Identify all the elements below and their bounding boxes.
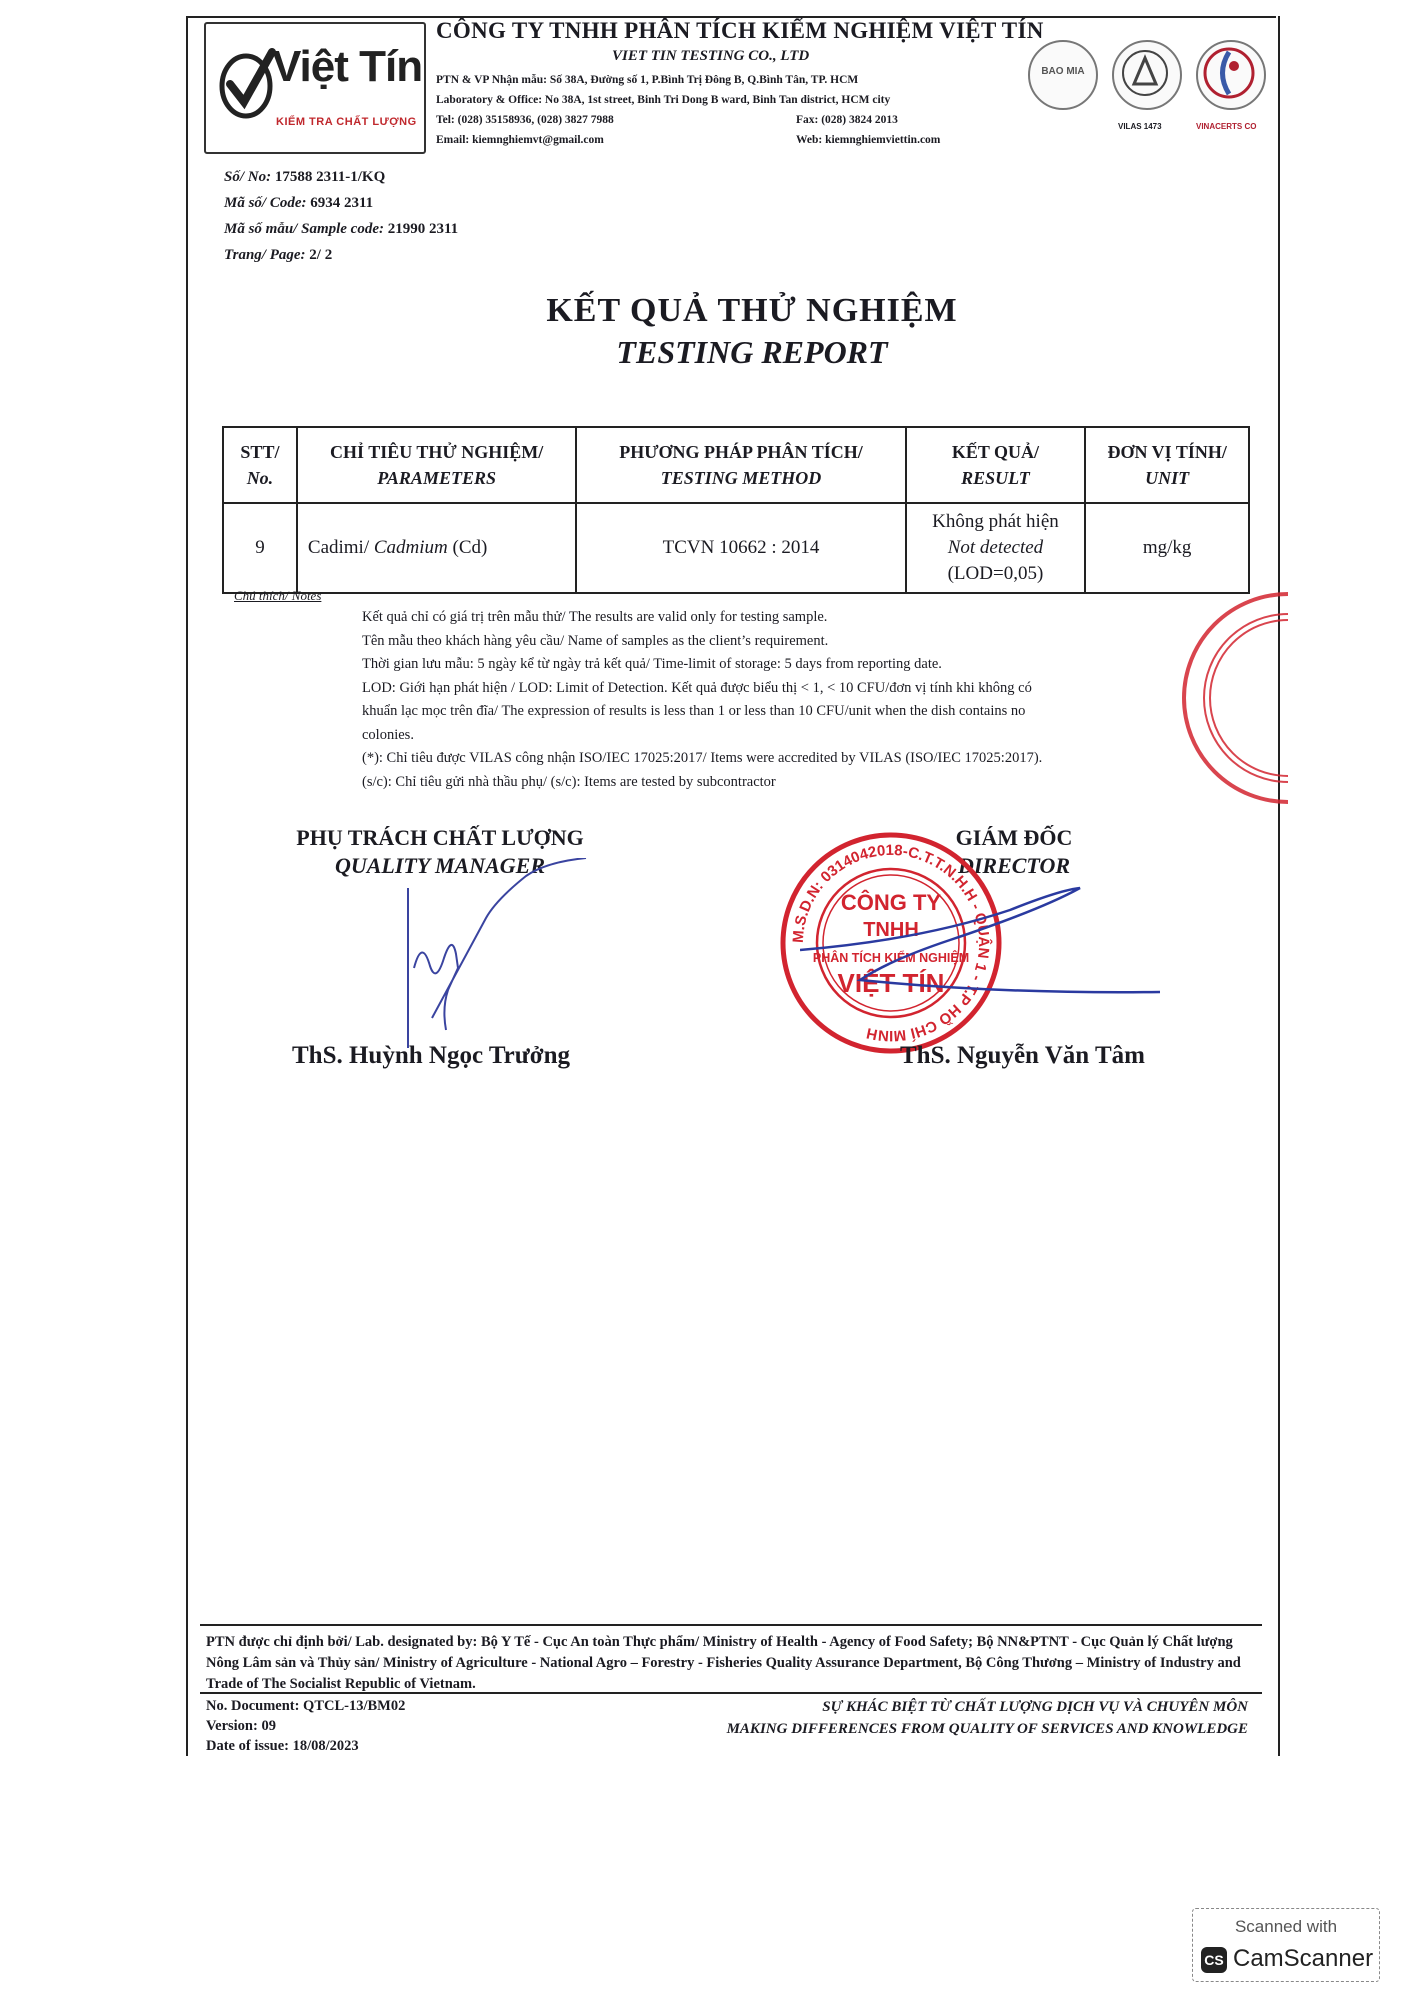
stamp-ring-text: M.S.D.N: 0314042018-C.T.T.N.H.H - QUẬN 1 - T.P HỒ CHÍ MINH [789,841,993,1045]
camscanner-name: CamScanner [1233,1945,1374,1972]
notes-list [362,606,1242,794]
sample-code: Mã số mẫu/ Sample code: 21990 2311 [224,221,459,237]
note-line: Thời gian lưu mẫu: 5 ngày kể từ ngày trả kết quả/ Time-limit of storage: 5 days from reporting date. [362,656,942,672]
vinacerts-label: VINACERTS CO [1196,122,1257,131]
address-vn: PTN & VP Nhận mẫu: Số 38A, Đường số 1, P.Bình Trị Đông B, Q.Bình Tân, TP. HCM [436,74,859,86]
header-method: PHƯƠNG PHÁP PHÂN TÍCH/ TESTING METHOD [576,427,905,503]
cell-result: Không phát hiện Not detected (LOD=0,05) [906,503,1086,593]
checkmark-logo-icon [218,44,278,124]
stamp-line-2: TNHH [863,919,919,941]
header-result: KẾT QUẢ/ RESULT [906,427,1086,503]
web: Web: kiemnghiemviettin.com [796,134,941,146]
cell-method: TCVN 10662 : 2014 [576,503,905,593]
vilas-label: VILAS 1473 [1118,122,1162,131]
company-slogan: SỰ KHÁC BIỆT TỪ CHẤT LƯỢNG DỊCH VỤ VÀ CHUYÊN MÔN MAKING DIFFERENCES FROM QUALITY OF SERVICES AND KNOWLEDGE [726,1699,1248,1737]
date-of-issue: Date of issue: 18/08/2023 [206,1738,359,1754]
scanned-with-text: Scanned with [1234,1917,1338,1936]
camscanner-logo-icon: CS [1201,1947,1227,1973]
report-meta [224,164,458,268]
stamp-line-3: PHÂN TÍCH KIỂM NGHIỆM [812,951,970,965]
table-row [223,503,1249,593]
document-info [206,1696,405,1756]
logo-tagline: KIỂM TRA CHẤT LƯỢNG [276,116,417,128]
report-code: Mã số/ Code: 6934 2311 [224,195,374,211]
camscanner-watermark [1192,1908,1380,1982]
header-unit: ĐƠN VỊ TÍNH/ UNIT [1085,427,1249,503]
note-line: LOD: Giới hạn phát hiện / LOD: Limit of Detection. Kết quả được biểu thị < 1, < 10 CFU/đơn vị tính khi không có [362,679,1032,696]
vilas-badge-icon [1112,40,1182,110]
cell-parameter: Cadimi/ Cadmium (Cd) [297,503,576,593]
note-line: Tên mẫu theo khách hàng yêu cầu/ Name of samples as the client’s requirement. [362,632,829,649]
qm-signature-icon [396,858,596,1058]
director-signature-icon [800,870,1180,1010]
address-en: Laboratory & Office: No 38A, 1st street, Binh Tri Dong B ward, Binh Tan district, HCM city [436,94,891,106]
lab-designation: PTN được chỉ định bởi/ Lab. designated by: Bộ Y Tế - Cục An toàn Thực phẩm/ Ministry of Health - Agency of Food Safety; Bộ NN&PTNT - Cục Quản lý Chất lượng Nông Lâm sản và Thủy sản/ Ministry of Agriculture - National Agro – Forestry - Fisheries Quality Assurance Department, Bộ Công Thương – Ministry of Industry and Trade of The Socialist Republic of Vietnam. [206,1634,1241,1692]
report-number: Số/ No: 17588 2311-1/KQ [224,169,386,185]
company-name: CÔNG TY TNHH PHÂN TÍCH KIỂM NGHIỆM VIỆT TÍN [436,18,1044,43]
footer-rule [200,1624,1262,1626]
results-table [222,426,1250,594]
tel: Tel: (028) 35158936, (028) 3827 7988 [436,114,614,126]
notes-label: Chú thích/ Notes [234,588,322,603]
edge-seal-stamp-icon [1180,578,1288,818]
quality-manager-name: ThS. Huỳnh Ngọc Trưởng [292,1042,571,1069]
page-number: Trang/ Page: 2/ 2 [224,247,333,263]
company-logo [204,22,426,154]
email: Email: kiemnghiemvt@gmail.com [436,134,604,146]
header-no: STT/ No. [223,427,297,503]
vinacerts-badge-icon [1196,40,1266,110]
note-line: (*): Chỉ tiêu được VILAS công nhận ISO/IEC 17025:2017/ Items were accredited by VILAS (ISO/IEC 17025:2017). [362,750,1043,766]
contact-line-2 [436,134,1036,146]
table-header-row [223,427,1249,503]
company-name-en: VIET TIN TESTING CO., LTD [612,48,810,64]
note-line: Kết quả chỉ có giá trị trên mẫu thử/ The results are valid only for testing sample. [362,609,828,625]
contact-line-1 [436,114,1036,126]
stamp-line-1: CÔNG TY [840,890,942,915]
document-number: No. Document: QTCL-13/BM02 [206,1698,406,1714]
director-name: ThS. Nguyễn Văn Tâm [900,1042,1145,1069]
document-version: Version: 09 [206,1718,276,1734]
stamp-line-4: VIỆT TÍN [837,968,945,998]
report-title-en: TESTING REPORT [616,334,888,370]
report-title: KẾT QUẢ THỬ NGHIỆM [546,292,958,329]
fax: Fax: (028) 3824 2013 [796,114,898,126]
header-parameters: CHỈ TIÊU THỬ NGHIỆM/ PARAMETERS [297,427,576,503]
note-line: khuẩn lạc mọc trên đĩa/ The expression of results is less than 1 or less than 10 CFU/unit when the dish contains no [362,703,1026,719]
note-line: colonies. [362,726,414,743]
footer-rule-2 [200,1692,1262,1694]
director-title: GIÁM ĐỐC DIRECTOR [955,825,1073,878]
note-line: (s/c): Chỉ tiêu gửi nhà thầu phụ/ (s/c): Items are tested by subcontractor [362,773,776,790]
bao-mia-badge-icon: BAO MIA [1028,40,1098,110]
cell-no: 9 [223,503,297,593]
cell-unit: mg/kg [1085,503,1249,593]
quality-manager-title: PHỤ TRÁCH CHẤT LƯỢNG QUALITY MANAGER [296,825,584,878]
logo-text: Việt Tín [272,42,423,91]
